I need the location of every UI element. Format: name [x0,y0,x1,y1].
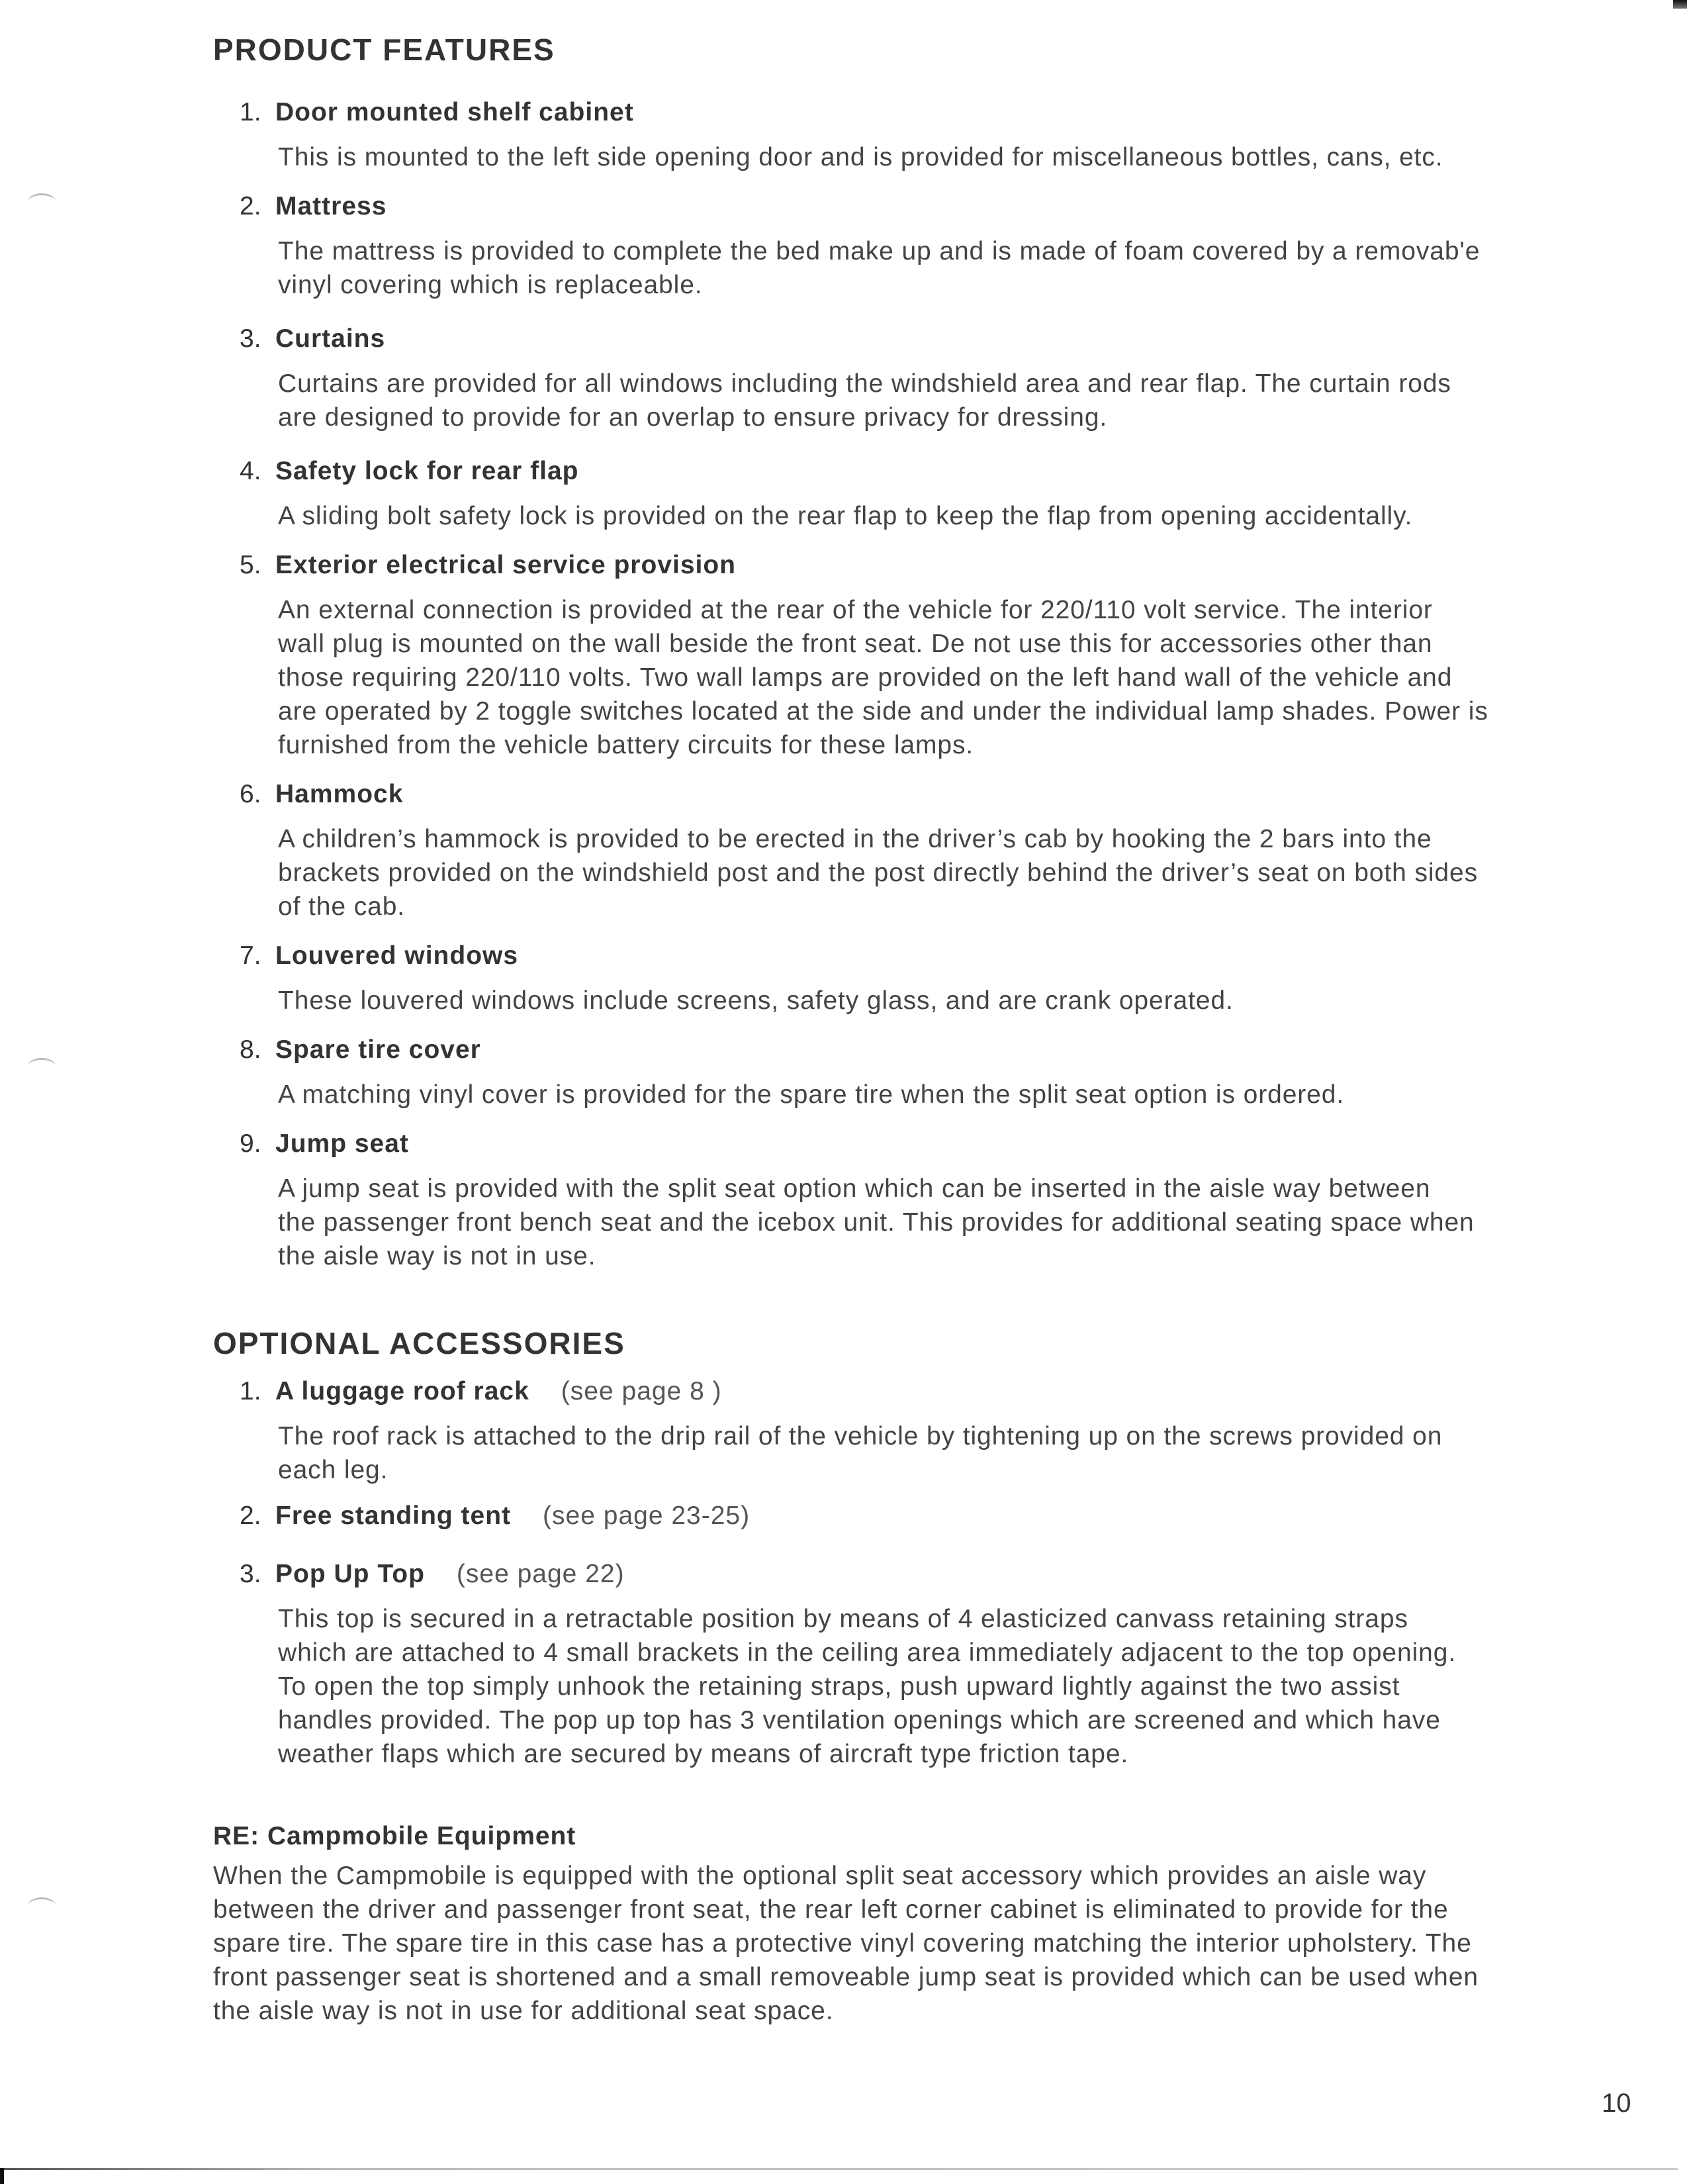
item-number: 7. [240,941,261,970]
margin-mark [28,1897,56,1914]
margin-mark [28,1058,56,1074]
item-number: 5. [240,551,261,579]
item-title-text: Louvered windows [275,941,519,970]
item-title-text: Safety lock for rear flap [275,457,579,485]
feature-item-title [240,551,736,580]
text-line: A jump seat is provided with the split seat option which can be inserted in the aisle way between [278,1174,1431,1203]
accessory-item-title [240,1377,722,1406]
text-line: When the Campmobile is equipped with the optional split seat accessory which provides an aisle way [213,1862,1427,1890]
feature-item-description [278,367,1569,434]
text-line: are operated by 2 toggle switches located at the side and under the individual lamp shades. Power is [278,697,1488,726]
accessory-item-title [240,1560,625,1589]
feature-item-description [278,1078,1569,1112]
text-line: A matching vinyl cover is provided for the spare tire when the split seat option is ordered. [278,1080,1345,1109]
item-number: 2. [240,1501,261,1530]
feature-item-description [278,822,1569,924]
text-line: wall plug is mounted on the wall beside the front seat. De not use this for accessories other than [278,630,1433,658]
text-line: furnished from the vehicle battery circuits for these lamps. [278,731,974,759]
accessory-item-title [240,1501,750,1531]
text-line: are designed to provide for an overlap to ensure privacy for dressing. [278,403,1108,432]
text-line: front passenger seat is shortened and a small removeable jump seat is provided which can be used when [213,1963,1479,1991]
item-title-text: Jump seat [275,1129,409,1158]
text-line: the aisle way is not in use. [278,1242,596,1270]
item-title-text: Hammock [275,780,404,808]
item-number: 1. [240,98,261,126]
feature-item-title [240,1129,409,1159]
item-number: 1. [240,1377,261,1405]
item-title-text: Mattress [275,192,387,220]
feature-item-description [278,1172,1569,1273]
text-line: brackets provided on the windshield post and the post directly behind the driver’s seat on both sides [278,859,1479,887]
text-line: The mattress is provided to complete the bed make up and is made of foam covered by a removab'e [278,237,1481,265]
text-line: which are attached to 4 small brackets in the ceiling area immediately adjacent to the top opening. [278,1638,1457,1667]
feature-item-description [278,593,1569,762]
item-number: 8. [240,1035,261,1064]
feature-item-description [278,499,1569,533]
text-line: each leg. [278,1456,388,1484]
feature-item-description [278,140,1569,174]
text-line: Curtains are provided for all windows including the windshield area and rear flap. The curtain rods [278,369,1451,398]
item-number: 9. [240,1129,261,1158]
page-reference: (see page 22) [456,1560,625,1588]
item-number: 3. [240,1560,261,1588]
item-title-text: Spare tire cover [275,1035,481,1064]
text-line: These louvered windows include screens, safety glass, and are crank operated. [278,986,1234,1015]
page-reference: (see page 23-25) [543,1501,751,1530]
text-line: handles provided. The pop up top has 3 ventilation openings which are screened and which have [278,1706,1441,1734]
feature-item-title [240,1035,481,1065]
text-line: spare tire. The spare tire in this case has a protective vinyl covering matching the interior upholstery. The [213,1929,1472,1958]
item-title-text: Curtains [275,324,386,353]
text-line: An external connection is provided at the rear of the vehicle for 220/110 volt service. The interior [278,596,1433,624]
feature-item-title [240,324,385,354]
campmobile-heading [213,1822,576,1851]
text-line: the passenger front bench seat and the icebox unit. This provides for additional seating space when [278,1208,1475,1237]
feature-item-description [278,234,1569,302]
scan-corner-mark-bottom [0,2168,4,2184]
text-line: To open the top simply unhook the retaining straps, push upward lightly against the two assist [278,1672,1400,1701]
text-line: The roof rack is attached to the drip rail of the vehicle by tightening up on the screws provided on [278,1422,1443,1450]
accessory-item-description [278,1419,1569,1487]
text-line: This is mounted to the left side opening door and is provided for miscellaneous bottles, cans, etc. [278,143,1443,171]
text-line: A children’s hammock is provided to be erected in the driver’s cab by hooking the 2 bars into the [278,825,1432,853]
item-number: 4. [240,457,261,485]
text-line: A sliding bolt safety lock is provided on the rear flap to keep the flap from opening accidentally. [278,502,1413,530]
item-title-text: Pop Up Top [275,1560,425,1588]
section-heading-product-features: PRODUCT FEATURES [213,32,555,67]
text-line: between the driver and passenger front seat, the rear left corner cabinet is eliminated to provide for the [213,1895,1449,1924]
feature-item-title [240,941,518,971]
bottom-rule [3,2168,1678,2170]
text-line: of the cab. [278,892,406,921]
text-line: This top is secured in a retractable position by means of 4 elasticized canvass retaining straps [278,1605,1408,1633]
section-heading-optional-accessories: OPTIONAL ACCESSORIES [213,1326,625,1360]
feature-item-title [240,98,634,127]
item-number: 3. [240,324,261,353]
item-number: 2. [240,192,261,220]
scan-corner-mark [1673,0,1687,9]
text-line: weather flaps which are secured by means of aircraft type friction tape. [278,1740,1129,1768]
item-title-text: Free standing tent [275,1501,512,1530]
feature-item-title [240,192,387,221]
item-title-text: A luggage roof rack [275,1377,529,1405]
item-title-text: Door mounted shelf cabinet [275,98,634,126]
feature-item-title [240,780,403,809]
text-line: vinyl covering which is replaceable. [278,271,703,299]
page-number: 10 [1602,2089,1631,2118]
feature-item-title [240,457,579,486]
item-number: 6. [240,780,261,808]
page-reference: (see page 8 ) [561,1377,722,1405]
text-line: those requiring 220/110 volts. Two wall lamps are provided on the left hand wall of the vehicle and [278,663,1453,692]
feature-item-description [278,984,1569,1018]
campmobile-paragraph [213,1859,1578,2028]
item-title-text: Exterior electrical service provision [275,551,737,579]
accessory-item-description [278,1602,1569,1771]
margin-mark [28,193,56,210]
campmobile-heading-text: RE: Campmobile Equipment [213,1822,576,1850]
text-line: the aisle way is not in use for additional seat space. [213,1997,834,2025]
